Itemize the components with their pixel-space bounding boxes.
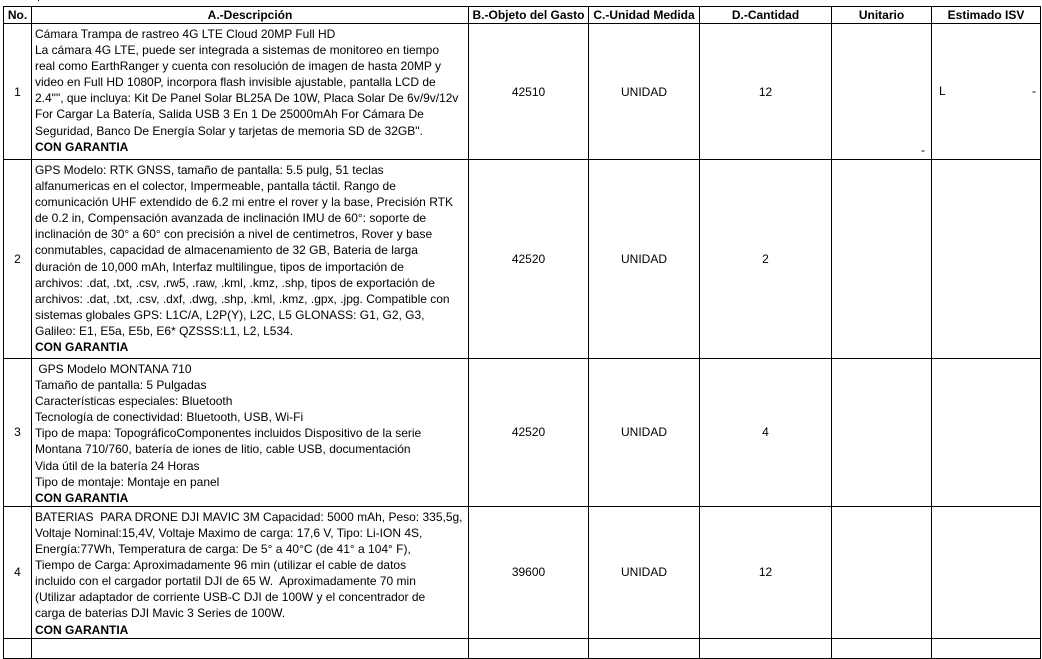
header-row bbox=[4, 7, 1041, 24]
description-line: video en Full HD 1080P, incorpora flash invisible ajustable, pantalla LCD de bbox=[35, 75, 436, 90]
description-line: alfanumericas en el colector, Impermeable, pantalla táctil. Rango de bbox=[35, 179, 396, 194]
estimado-isv-cell bbox=[932, 160, 1041, 359]
row-number: 2 bbox=[4, 160, 32, 359]
description-line: For Cargar La Batería, Salida USB 3 En 1 De 25000mAh For Cámara De bbox=[35, 107, 424, 122]
estimado-isv-cell bbox=[932, 638, 1041, 658]
description-line: Montana 710/760, batería de iones de litio, cable USB, documentación bbox=[35, 442, 411, 457]
cantidad-cell: 4 bbox=[700, 359, 832, 507]
description-line: (Utilizar adaptador de corriente USB-C DJI de 100W y el concentrador de bbox=[35, 590, 426, 605]
item-description bbox=[32, 638, 469, 658]
guarantee-label: CON GARANTIA bbox=[35, 139, 129, 154]
col-header-cantidad: D.-Cantidad bbox=[700, 7, 832, 24]
row-number: 1 bbox=[4, 24, 32, 160]
objeto-gasto-cell: 42510 bbox=[469, 24, 589, 160]
item-description bbox=[32, 359, 469, 507]
description-line: archivos: .dat, .txt, .csv, .dxf, .dwg, .shp, .kml, .kmz, .gpx, .jpg. Compatible con bbox=[35, 291, 450, 306]
description-line: carga de baterias DJI Mavic 3 Series de 100W. bbox=[35, 606, 286, 621]
description-line: archivos: .dat, .txt, .csv, .rw5, .raw, .kml, .kmz, .shp, tipos de exportación de bbox=[35, 275, 435, 290]
description-line: comunicación UHF extendido de 6.2 mi entre el rover y la base, Precisión RTK bbox=[35, 195, 453, 210]
currency-symbol: L bbox=[939, 84, 946, 98]
row-number: 4 bbox=[4, 506, 32, 638]
unitario-dash: - bbox=[921, 143, 925, 157]
description-line: Tamaño de pantalla: 5 Pulgadas bbox=[35, 378, 207, 393]
unidad-medida-cell: UNIDAD bbox=[589, 160, 700, 359]
unitario-cell bbox=[832, 506, 932, 638]
description-line: incluido con el cargador portatil DJI de 65 W. Aproximadamente 70 min bbox=[35, 574, 416, 589]
objeto-gasto-cell: 42520 bbox=[469, 160, 589, 359]
objeto-gasto-cell bbox=[469, 638, 589, 658]
cantidad-cell bbox=[700, 638, 832, 658]
col-header-unidad-medida: C.-Unidad Medida bbox=[589, 7, 700, 24]
unidad-medida-cell: UNIDAD bbox=[589, 24, 700, 160]
top-tick-mark bbox=[38, 0, 43, 1]
unitario-cell bbox=[832, 160, 932, 359]
description-line: Características especiales: Bluetooth bbox=[35, 394, 233, 409]
description-line: Galileo: E1, E5a, E5b, E6* QZSSS:L1, L2, L534. bbox=[35, 323, 294, 338]
objeto-gasto-cell: 39600 bbox=[469, 506, 589, 638]
description-line: GPS Modelo: RTK GNSS, tamaño de pantalla: 5.5 pulg, 51 teclas bbox=[35, 163, 384, 177]
items-table bbox=[3, 6, 1041, 659]
item-description bbox=[32, 24, 469, 160]
col-header-unitario: Unitario bbox=[832, 7, 932, 24]
description-line: inclinación de 30° a 60° con precisión a nivel de centimetros, Rover y base bbox=[35, 227, 433, 242]
guarantee-label: CON GARANTIA bbox=[35, 490, 129, 505]
description-line: GPS Modelo MONTANA 710 bbox=[35, 362, 192, 376]
table-row bbox=[4, 506, 1041, 638]
table-row bbox=[4, 160, 1041, 359]
description-line: Seguridad, Banco De Energía Solar y tarjetas de memoria SD de 32GB". bbox=[35, 123, 423, 138]
description-line: de 0.2 in, Compensación avanzada de inclinación IMU de 60°: soporte de bbox=[35, 211, 427, 226]
description-line: Tipo de montaje: Montaje en panel bbox=[35, 474, 220, 489]
description-line: Vida útil de la batería 24 Horas bbox=[35, 458, 200, 473]
description-line: conmutables, capacidad de almacenamiento de 32 GB, Bateria de larga bbox=[35, 243, 418, 258]
estimado-isv-cell bbox=[932, 24, 1041, 160]
item-description bbox=[32, 160, 469, 359]
description-line: Tiempo de Carga: Aproximadamente 96 min (utilizar el cable de datos bbox=[35, 558, 407, 573]
description-line: duración de 10,000 mAh, Interfaz multilingue, tipos de importación de bbox=[35, 259, 404, 274]
description-line: real como EarthRanger y cuenta con resolución de imagen de hasta 20MP y bbox=[35, 59, 442, 74]
col-header-objeto-gasto: B.-Objeto del Gasto bbox=[469, 7, 589, 24]
table-row-partial bbox=[4, 638, 1041, 658]
objeto-gasto-cell: 42520 bbox=[469, 359, 589, 507]
unitario-cell bbox=[832, 638, 932, 658]
col-header-estimado-isv: Estimado ISV bbox=[932, 7, 1041, 24]
cantidad-cell: 12 bbox=[700, 506, 832, 638]
unitario-cell bbox=[832, 359, 932, 507]
description-line: 2.4"", que incluya: Kit De Panel Solar BL25A De 10W, Placa Solar De 6v/9v/12v bbox=[35, 91, 459, 106]
estimado-isv-cell bbox=[932, 506, 1041, 638]
description-line: Cámara Trampa de rastreo 4G LTE Cloud 20MP Full HD bbox=[35, 27, 336, 41]
unidad-medida-cell: UNIDAD bbox=[589, 506, 700, 638]
guarantee-label: CON GARANTIA bbox=[35, 340, 129, 355]
unidad-medida-cell: UNIDAD bbox=[589, 359, 700, 507]
description-line: Tipo de mapa: TopográficoComponentes incluidos Dispositivo de la serie bbox=[35, 426, 422, 441]
table-row bbox=[4, 24, 1041, 160]
cantidad-cell: 12 bbox=[700, 24, 832, 160]
description-line: La cámara 4G LTE, puede ser integrada a sistemas de monitoreo en tiempo bbox=[35, 43, 439, 58]
estimado-isv-cell bbox=[932, 359, 1041, 507]
estimado-dash: - bbox=[1032, 84, 1036, 98]
row-number: 3 bbox=[4, 359, 32, 507]
unitario-cell bbox=[832, 24, 932, 160]
col-header-descripcion: A.-Descripción bbox=[32, 7, 469, 24]
description-line: Voltaje Nominal:15,4V, Voltaje Maximo de carga: 17,6 V, Tipo: Li-ION 4S, bbox=[35, 525, 423, 540]
table-row bbox=[4, 359, 1041, 507]
description-line: BATERIAS PARA DRONE DJI MAVIC 3M Capacidad: 5000 mAh, Peso: 335,5g, bbox=[35, 509, 463, 524]
guarantee-label: CON GARANTIA bbox=[35, 622, 129, 637]
col-header-no: No. bbox=[4, 7, 32, 24]
description-line: sistemas globales GPS: L1C/A, L2P(Y), L2C, L5 GLONASS: G1, G2, G3, bbox=[35, 307, 425, 322]
cantidad-cell: 2 bbox=[700, 160, 832, 359]
description-line: Energía:77Wh, Temperatura de carga: De 5° a 40°C (de 41° a 104° F), bbox=[35, 542, 411, 557]
description-line: Tecnología de conectividad: Bluetooth, USB, Wi-Fi bbox=[35, 410, 304, 425]
unidad-medida-cell bbox=[589, 638, 700, 658]
item-description bbox=[32, 506, 469, 638]
row-number bbox=[4, 638, 32, 658]
